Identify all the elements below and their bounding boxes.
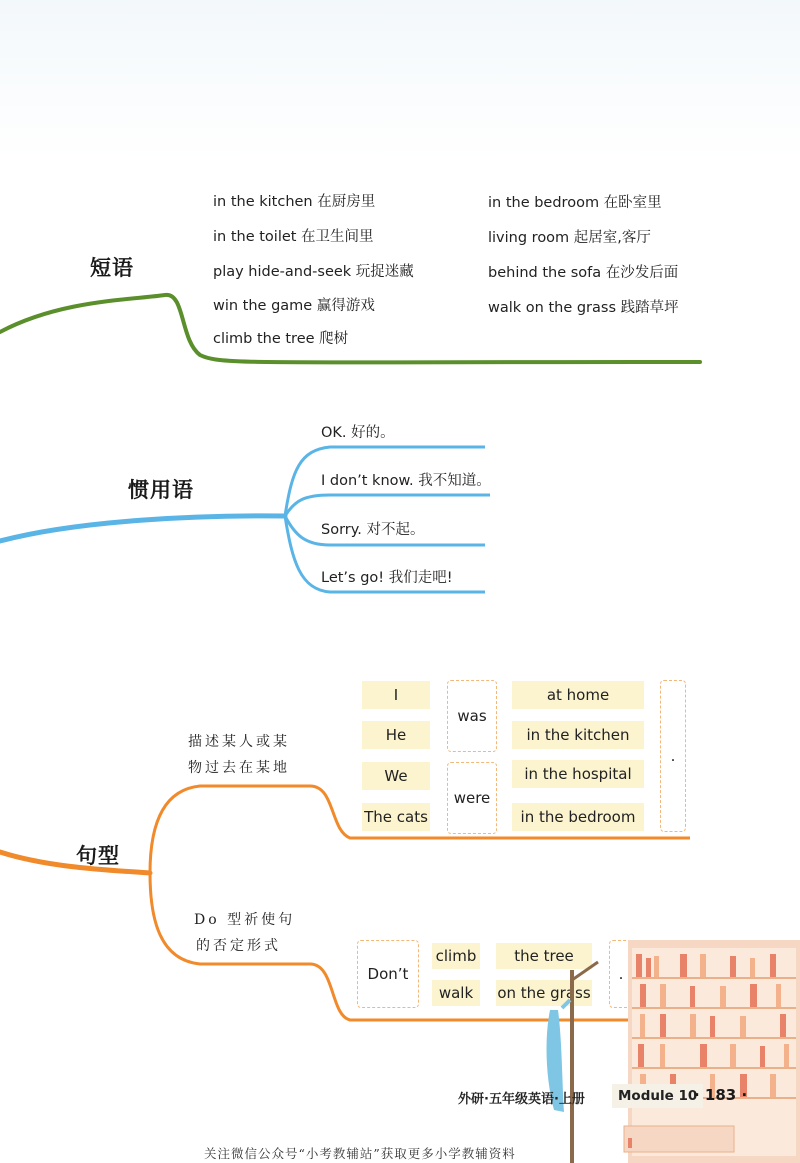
footer-watermark: 关注微信公众号“小考教辅站”获取更多小学教辅资料 bbox=[204, 1146, 516, 1161]
pattern2-dont-box: Don’t bbox=[357, 940, 419, 1008]
pattern2-object-2: on the grass bbox=[496, 980, 592, 1006]
pattern1-place-4: in the bedroom bbox=[512, 803, 644, 831]
patterns-branch-trunk bbox=[0, 852, 150, 873]
bookshelf-illustration bbox=[540, 940, 800, 1163]
pattern1-subject-1: I bbox=[362, 681, 430, 709]
pattern2-object-1: the tree bbox=[496, 943, 592, 969]
phrase-right-4: walk on the grass 践踏草坪 bbox=[488, 300, 679, 316]
idiom-1: OK. 好的。 bbox=[321, 425, 395, 441]
footer-page-number: · 183 · bbox=[694, 1086, 748, 1104]
phrase-left-3: play hide-and-seek 玩捉迷藏 bbox=[213, 264, 414, 280]
pattern2-verb-2: walk bbox=[432, 980, 480, 1006]
phrase-right-3: behind the sofa 在沙发后面 bbox=[488, 265, 679, 281]
phrase-left-5: climb the tree 爬树 bbox=[213, 331, 349, 347]
phrase-left-2: in the toilet 在卫生间里 bbox=[213, 229, 374, 245]
pattern1-place-1: at home bbox=[512, 681, 644, 709]
idioms-twig-2 bbox=[285, 495, 490, 516]
pattern1-place-2: in the kitchen bbox=[512, 721, 644, 749]
idioms-branch-trunk bbox=[0, 516, 285, 541]
pattern2-verb-1: climb bbox=[432, 943, 480, 969]
pattern1-subject-2: He bbox=[362, 721, 430, 749]
pattern1-verb-1: was bbox=[447, 680, 497, 752]
footer-module-tag: Module 10 bbox=[612, 1084, 703, 1108]
pattern2-end-mark: . bbox=[609, 940, 633, 1008]
pattern1-end-mark: . bbox=[660, 680, 686, 832]
idiom-2: I don’t know. 我不知道。 bbox=[321, 473, 491, 489]
phrases-category-label: 短语 bbox=[90, 256, 134, 280]
pattern2-label-line1: Do 型祈使句 bbox=[194, 912, 296, 928]
idiom-3: Sorry. 对不起。 bbox=[321, 522, 425, 538]
phrase-right-1: in the bedroom 在卧室里 bbox=[488, 195, 662, 211]
pattern2-label-line2: 的否定形式 bbox=[196, 938, 281, 954]
pattern1-subject-4: The cats bbox=[362, 803, 430, 831]
pattern1-subject-3: We bbox=[362, 762, 430, 790]
patterns-category-label: 句型 bbox=[76, 844, 120, 868]
pattern1-verb-2: were bbox=[447, 762, 497, 834]
idiom-4: Let’s go! 我们走吧! bbox=[321, 570, 453, 586]
pattern1-place-3: in the hospital bbox=[512, 760, 644, 788]
phrase-right-2: living room 起居室,客厅 bbox=[488, 230, 651, 246]
footer-book-title: 外研·五年级英语·上册 bbox=[458, 1092, 585, 1107]
pattern1-label-line2: 物过去在某地 bbox=[188, 760, 290, 776]
idioms-category-label: 惯用语 bbox=[128, 478, 194, 502]
phrase-left-4: win the game 赢得游戏 bbox=[213, 298, 375, 314]
pattern1-label-line1: 描述某人或某 bbox=[188, 734, 290, 750]
phrase-left-1: in the kitchen 在厨房里 bbox=[213, 194, 376, 210]
